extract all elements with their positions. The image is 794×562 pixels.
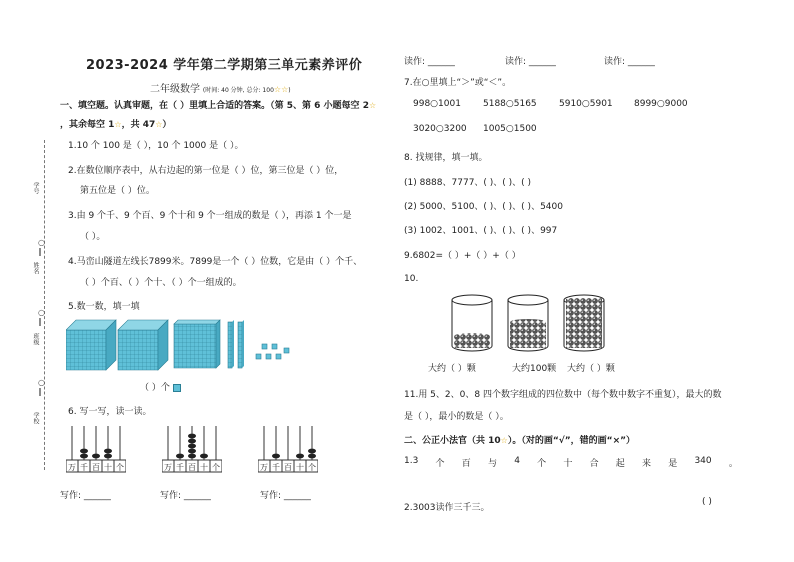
star-icon: ☆	[500, 436, 508, 445]
compare-item[interactable]: 3020○3200	[413, 124, 467, 134]
place-label: 万	[68, 463, 76, 472]
judge-2: 2.3003读作三千三。	[404, 503, 490, 513]
compare-item[interactable]: 1005○1500	[483, 124, 537, 134]
section1-heading	[60, 98, 376, 111]
place-label: 十	[200, 463, 208, 472]
question-3-line1: 3.由 9 个千、9 个百、9 个十和 9 个一组成的数是（ ），再添 1 个一是	[68, 211, 352, 221]
cube-icon	[173, 384, 181, 392]
word: 340	[694, 456, 712, 466]
read-answer-1[interactable]: 读作: ______	[404, 57, 455, 67]
word: 1.3	[404, 456, 419, 466]
abacus-2-labels	[162, 462, 222, 473]
question-5-answer	[140, 380, 181, 393]
place-label: 百	[92, 463, 100, 472]
place-label: 千	[272, 463, 280, 472]
word: 百	[461, 459, 471, 469]
subtitle: 二年级数学	[150, 84, 200, 95]
word: 个	[435, 459, 445, 469]
word: 。	[728, 459, 738, 469]
page-title: 2023-2024 学年第二学期第三单元素养评价	[86, 58, 363, 73]
write-answer-1[interactable]: 写作: ______	[60, 491, 111, 501]
word: 十	[563, 459, 573, 469]
place-label: 百	[188, 463, 196, 472]
star-icon: ☆☆	[273, 85, 289, 94]
star-icon: ☆	[155, 120, 163, 129]
judge-2-answer[interactable]: ( )	[702, 497, 712, 507]
question-8-2: (2) 5000、5100、( )、( )、( )、5400	[404, 202, 563, 212]
abacus-1-labels	[66, 462, 126, 473]
hundred-flat	[174, 320, 220, 368]
heading-text: ，其余每空 1	[60, 120, 115, 130]
star-icon: ☆	[368, 101, 377, 110]
write-answer-2[interactable]: 写作: ______	[160, 491, 211, 501]
binding-line	[44, 140, 45, 470]
section2-heading	[404, 433, 635, 446]
place-label: 个	[116, 463, 124, 472]
question-7: 7.在○里填上“＞”或“＜”。	[404, 78, 512, 88]
place-label: 千	[176, 463, 184, 472]
compare-item[interactable]: 8999○9000	[634, 99, 688, 109]
ten-rod	[228, 320, 234, 368]
question-4-line2: （ ）个百、（ ）个十、（ ）个一组成的。	[80, 278, 242, 288]
cube-blocks-figure	[66, 318, 302, 372]
question-11-line1: 11.用 5、2、0、8 四个数字组成的四位数中（每个数中数字不重复），最大的数	[404, 390, 722, 400]
abacus-3-labels	[258, 462, 318, 473]
place-label: 百	[284, 463, 292, 472]
question-8-1: (1) 8888、7777、( )、( )、( )	[404, 178, 532, 188]
sidebar-label-student-id: 学号	[32, 182, 39, 194]
place-label: 万	[164, 463, 172, 472]
jar-caption-2: 大约100颗	[512, 364, 557, 374]
compare-item[interactable]: 5910○5901	[559, 99, 613, 109]
word: 合	[589, 459, 599, 469]
question-6: 6. 写一写，读一读。	[68, 407, 152, 417]
thousand-cube	[66, 320, 116, 370]
heading-text: 二、公正小法官（共 10	[404, 436, 501, 446]
heading-text: ）。（对的画“√”，错的画“×”）	[507, 436, 636, 446]
unit-cubes	[256, 344, 289, 359]
heading-text: ）	[162, 120, 172, 130]
word: 4	[514, 456, 520, 466]
section1-heading-line1: 一、填空题。认真审题，在（ ）里填上合适的答案。（第 5、第 6 小题每空 2	[60, 101, 369, 111]
jar-3	[564, 295, 604, 351]
question-11-line2: 是（ ），最小的数是（ ）。	[404, 412, 509, 422]
thousand-cube	[118, 320, 168, 370]
question-8-3: (3) 1002、1001、( )、( )、( )、997	[404, 226, 558, 236]
sidebar-label-school: 学校	[32, 412, 39, 424]
place-label: 千	[80, 463, 88, 472]
heading-text: ，共 47	[121, 120, 156, 130]
place-label: 十	[296, 463, 304, 472]
exam-meta: (时间: 40 分钟, 总分: 100	[202, 87, 274, 94]
place-label: 十	[104, 463, 112, 472]
binding-marks: ○ ‖	[38, 378, 45, 396]
write-answer-3[interactable]: 写作: ______	[260, 491, 311, 501]
jar-1	[452, 295, 492, 351]
sidebar-label-class: 班级	[32, 333, 39, 345]
ten-rod	[238, 320, 244, 368]
question-2-line1: 2.在数位顺序表中，从右边起的第一位是（ ）位，第三位是（ ）位，	[68, 166, 344, 176]
sidebar-label-name: 姓名	[32, 262, 39, 274]
question-3-line2: （ ）。	[80, 232, 106, 242]
jar-2	[508, 295, 548, 351]
question-10: 10.	[404, 274, 419, 284]
judge-1	[404, 456, 738, 469]
question-1: 1.10 个 100 是（ ），10 个 1000 是（ ）。	[68, 141, 244, 151]
jar-caption-1: 大约（ ）颗	[428, 364, 476, 374]
read-answer-2[interactable]: 读作: ______	[505, 57, 556, 67]
section1-heading-line2	[60, 117, 171, 130]
jars-figure	[448, 292, 608, 354]
star-icon: ☆	[114, 120, 122, 129]
question-9: 9.6802=（ ）+（ ）+（ ）	[404, 251, 521, 261]
binding-marks: ○ ‖	[38, 308, 45, 326]
subtitle-row	[150, 80, 291, 95]
word: 是	[668, 459, 678, 469]
word: 来	[642, 459, 652, 469]
compare-item[interactable]: 5188○5165	[483, 99, 537, 109]
word: 起	[615, 459, 625, 469]
jar-caption-3: 大约（ ）颗	[567, 364, 615, 374]
answer-text: （ ）个	[140, 383, 170, 393]
word: 与	[487, 459, 497, 469]
place-label: 个	[212, 463, 220, 472]
question-8: 8. 找规律，填一填。	[404, 153, 488, 163]
question-2-line2: 第五位是（ ）位。	[80, 186, 155, 196]
word: 个	[537, 459, 547, 469]
place-label: 万	[260, 463, 268, 472]
question-4-line1: 4.马峦山隧道左线长7899米。7899是一个（ ）位数，它是由（ ）个千、	[68, 257, 363, 267]
question-5: 5.数一数，填一填	[68, 302, 140, 312]
place-label: 个	[308, 463, 316, 472]
read-answer-3[interactable]: 读作: ______	[604, 57, 655, 67]
exam-meta-end: )	[288, 87, 291, 94]
compare-item[interactable]: 998○1001	[413, 99, 461, 109]
binding-marks: ○ ‖	[38, 238, 45, 256]
